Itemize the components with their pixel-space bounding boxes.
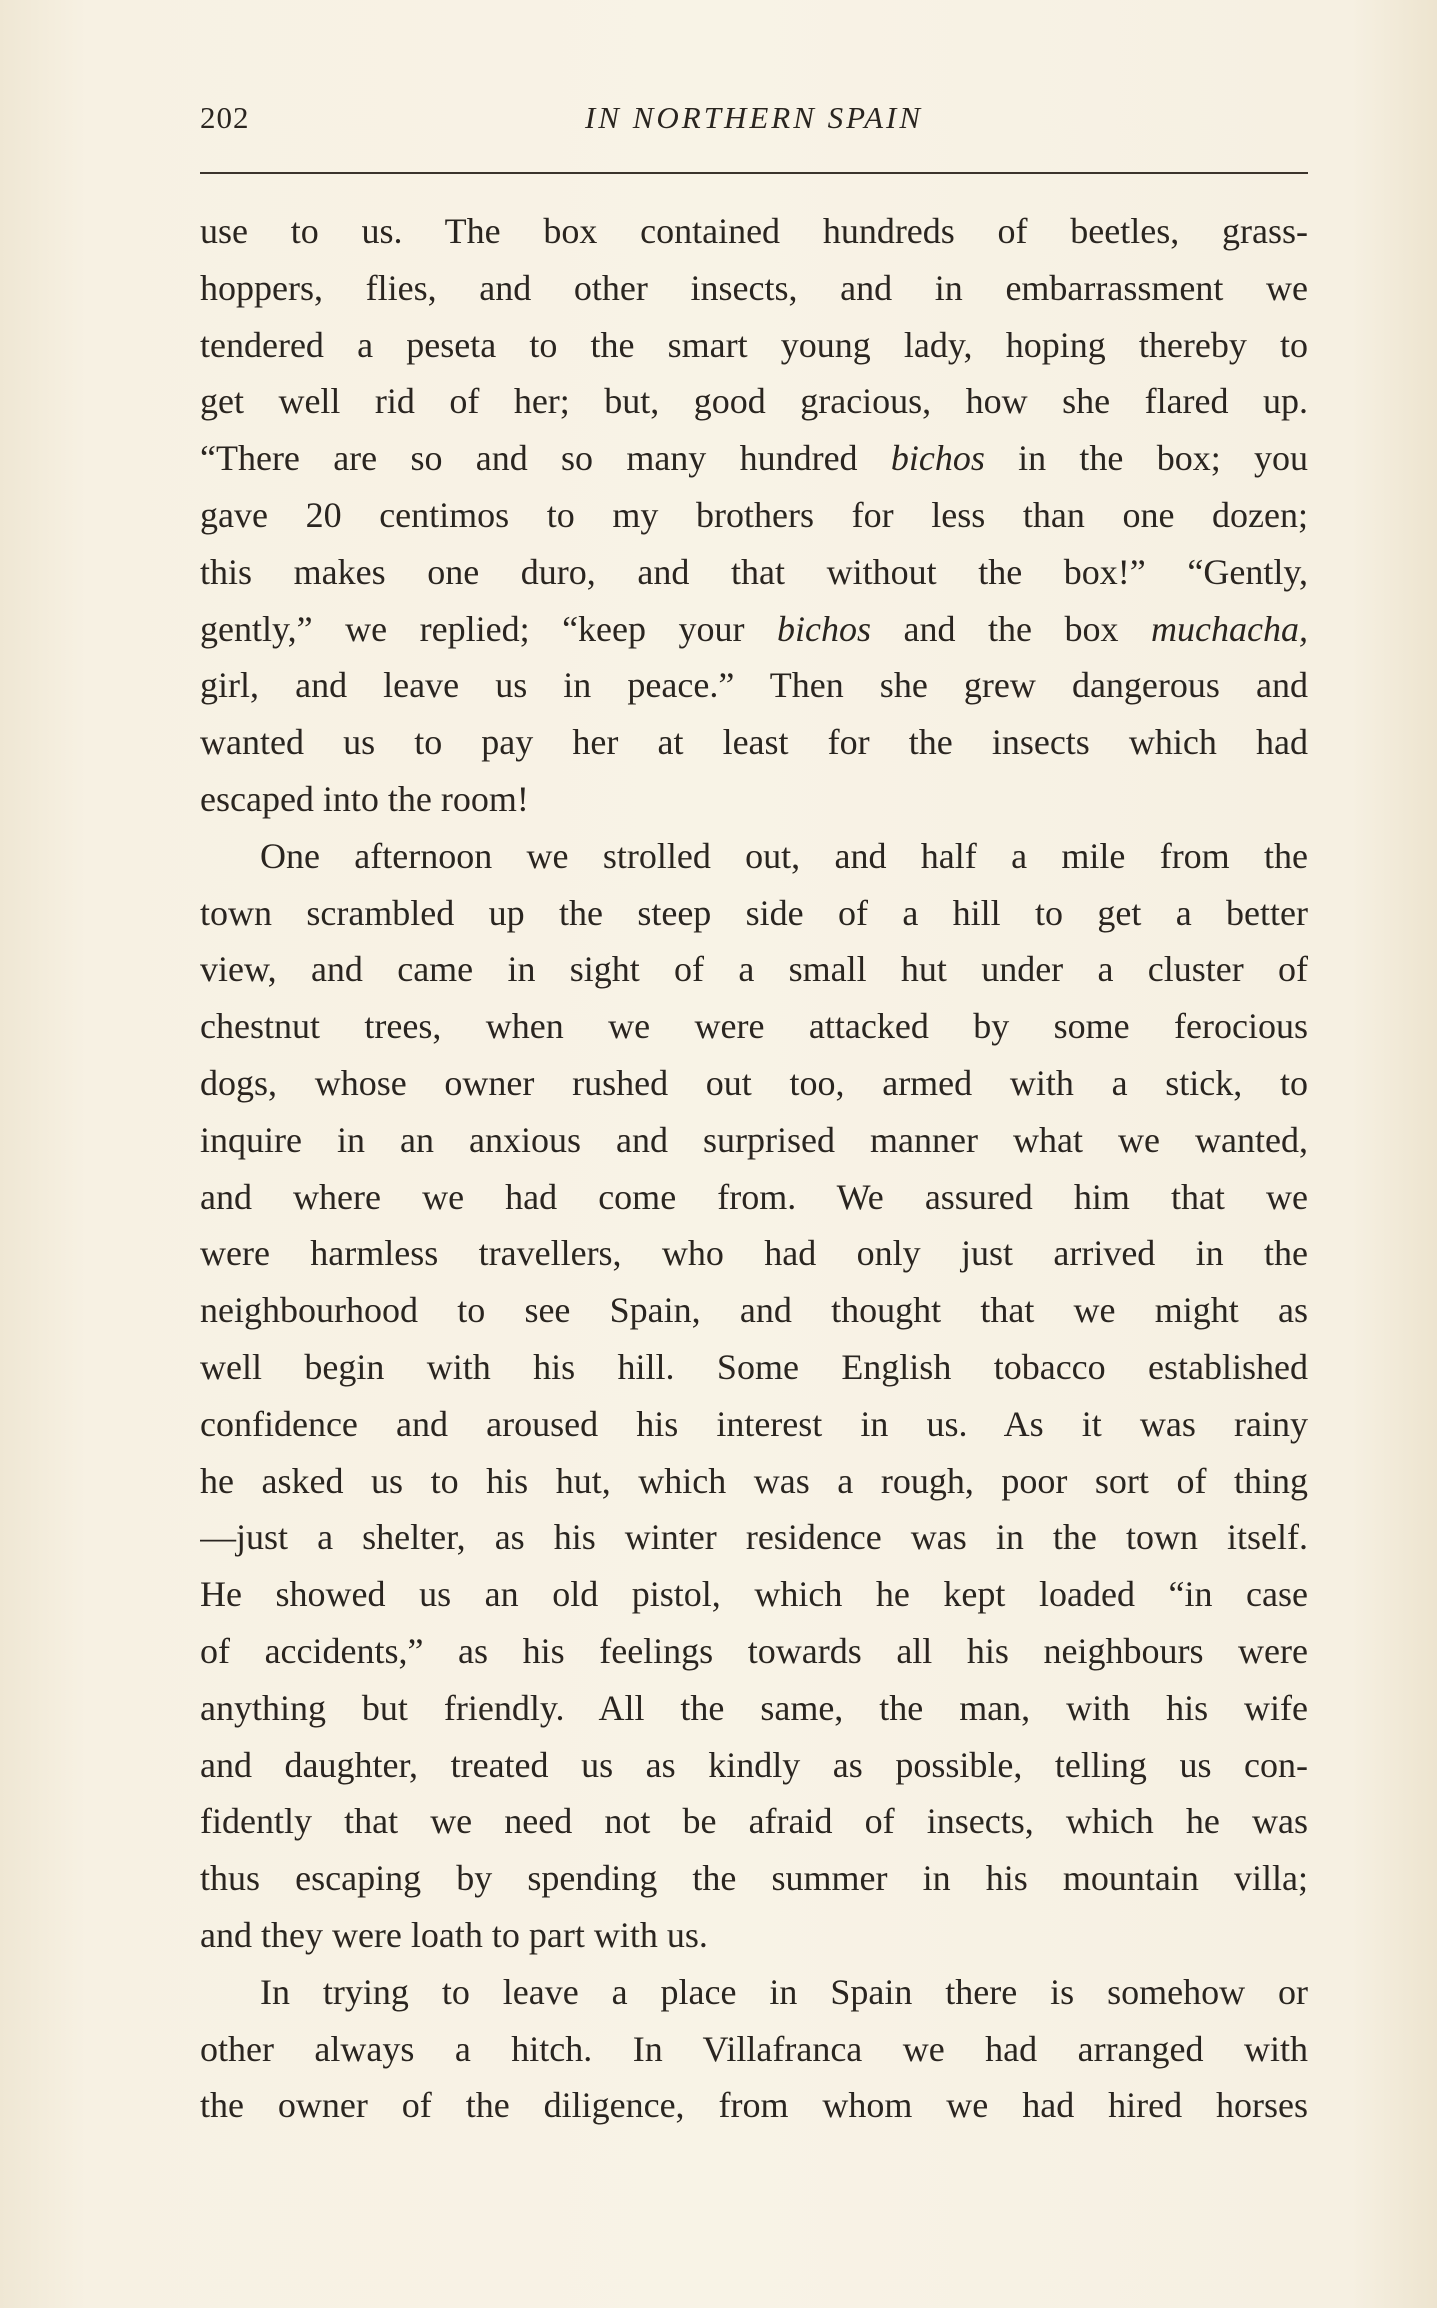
text-line <box>200 1850 1308 1907</box>
text-line <box>200 1623 1308 1680</box>
text-segment: were harmless travellers, who had only just arrived in the <box>200 1233 1308 1274</box>
text-line <box>200 430 1308 487</box>
text-line <box>200 771 1308 828</box>
text-line <box>200 1282 1308 1339</box>
text-segment: neighbourhood to see Spain, and thought that we might as <box>200 1290 1308 1331</box>
text-segment: He showed us an old pistol, which he kept loaded “in case <box>200 1574 1308 1615</box>
italic-word: bichos <box>890 438 985 479</box>
text-line <box>200 941 1308 998</box>
text-segment: gently,” we replied; “keep your <box>200 608 778 649</box>
running-title: IN NORTHERN SPAIN <box>584 100 924 135</box>
text-segment: wanted us to pay her at least for the insects which had <box>200 722 1308 763</box>
text-segment: thus escaping by spending the summer in his mountain villa; <box>200 1858 1308 1899</box>
text-line <box>200 1112 1308 1169</box>
text-line <box>200 2077 1308 2134</box>
text-line <box>200 1396 1308 1453</box>
text-segment: chestnut trees, when we were attacked by some ferocious <box>200 1006 1308 1047</box>
text-segment: other always a hitch. In Villafranca we had arranged with <box>200 2028 1308 2069</box>
header-rule <box>200 172 1308 174</box>
text-segment: inquire in an anxious and surprised manner what we wanted, <box>200 1119 1308 1160</box>
text-segment: In trying to leave a place in Spain there is somehow or <box>260 1971 1308 2012</box>
page-number: 202 <box>200 100 250 135</box>
text-segment: —just a shelter, as his winter residence was in the town itself. <box>200 1517 1308 1558</box>
text-line <box>200 544 1308 601</box>
text-line <box>200 317 1308 374</box>
text-segment: the owner of the diligence, from whom we had hired horses <box>200 2085 1308 2126</box>
text-segment: dogs, whose owner rushed out too, armed with a stick, to <box>200 1062 1308 1103</box>
text-line <box>200 203 1308 260</box>
text-segment: get well rid of her; but, good gracious, how she flared up. <box>200 381 1308 422</box>
text-segment: of accidents,” as his feelings towards all his neighbours were <box>200 1630 1308 1671</box>
italic-word: muchacha, <box>1151 608 1308 649</box>
text-segment: and daughter, treated us as kindly as possible, telling us con- <box>200 1744 1308 1785</box>
text-segment: “There are so and so many hundred <box>200 438 891 479</box>
text-line <box>200 998 1308 1055</box>
text-segment: well begin with his hill. Some English tobacco established <box>200 1346 1308 1387</box>
text-segment: One afternoon we strolled out, and half a mile from the <box>260 835 1308 876</box>
italic-word: bichos <box>777 608 872 649</box>
text-line <box>200 1339 1308 1396</box>
text-line <box>200 1509 1308 1566</box>
text-segment: escaped into the room! <box>200 778 529 819</box>
text-line <box>200 885 1308 942</box>
text-line <box>200 1737 1308 1794</box>
text-line <box>200 1793 1308 1850</box>
text-line <box>200 260 1308 317</box>
text-line <box>200 1964 1308 2021</box>
text-segment: anything but friendly. All the same, the man, with his wife <box>200 1687 1308 1728</box>
text-segment: town scrambled up the steep side of a hill to get a better <box>200 892 1308 933</box>
text-line <box>200 1680 1308 1737</box>
text-segment: confidence and aroused his interest in us. As it was rainy <box>200 1403 1308 1444</box>
text-line <box>200 373 1308 430</box>
text-segment: hoppers, flies, and other insects, and in embarrassment we <box>200 267 1308 308</box>
text-line <box>200 1907 1308 1964</box>
text-line <box>200 1055 1308 1112</box>
text-line <box>200 2021 1308 2078</box>
text-line <box>200 1225 1308 1282</box>
text-line <box>200 657 1308 714</box>
text-segment: and where we had come from. We assured him that we <box>200 1176 1308 1217</box>
running-head <box>200 100 1308 150</box>
text-line <box>200 1169 1308 1226</box>
text-segment: girl, and leave us in peace.” Then she grew dangerous and <box>200 665 1308 706</box>
text-segment: and they were loath to part with us. <box>200 1914 708 1955</box>
text-segment: view, and came in sight of a small hut under a cluster of <box>200 949 1308 990</box>
text-segment: gave 20 centimos to my brothers for less than one dozen; <box>200 494 1308 535</box>
text-segment: and the box <box>871 608 1152 649</box>
text-segment: tendered a peseta to the smart young lady, hoping thereby to <box>200 324 1308 365</box>
text-segment: fidently that we need not be afraid of insects, which he was <box>200 1801 1308 1842</box>
text-segment: in the box; you <box>984 438 1308 479</box>
text-line <box>200 828 1308 885</box>
text-line <box>200 1566 1308 1623</box>
text-segment: use to us. The box contained hundreds of beetles, grass- <box>200 211 1308 251</box>
text-line <box>200 601 1308 658</box>
text-segment: he asked us to his hut, which was a rough, poor sort of thing <box>200 1460 1308 1501</box>
text-line <box>200 487 1308 544</box>
text-line <box>200 1453 1308 1510</box>
body-text <box>200 203 1308 2134</box>
text-line <box>200 714 1308 771</box>
text-segment: this makes one duro, and that without the box!” “Gently, <box>200 551 1308 592</box>
